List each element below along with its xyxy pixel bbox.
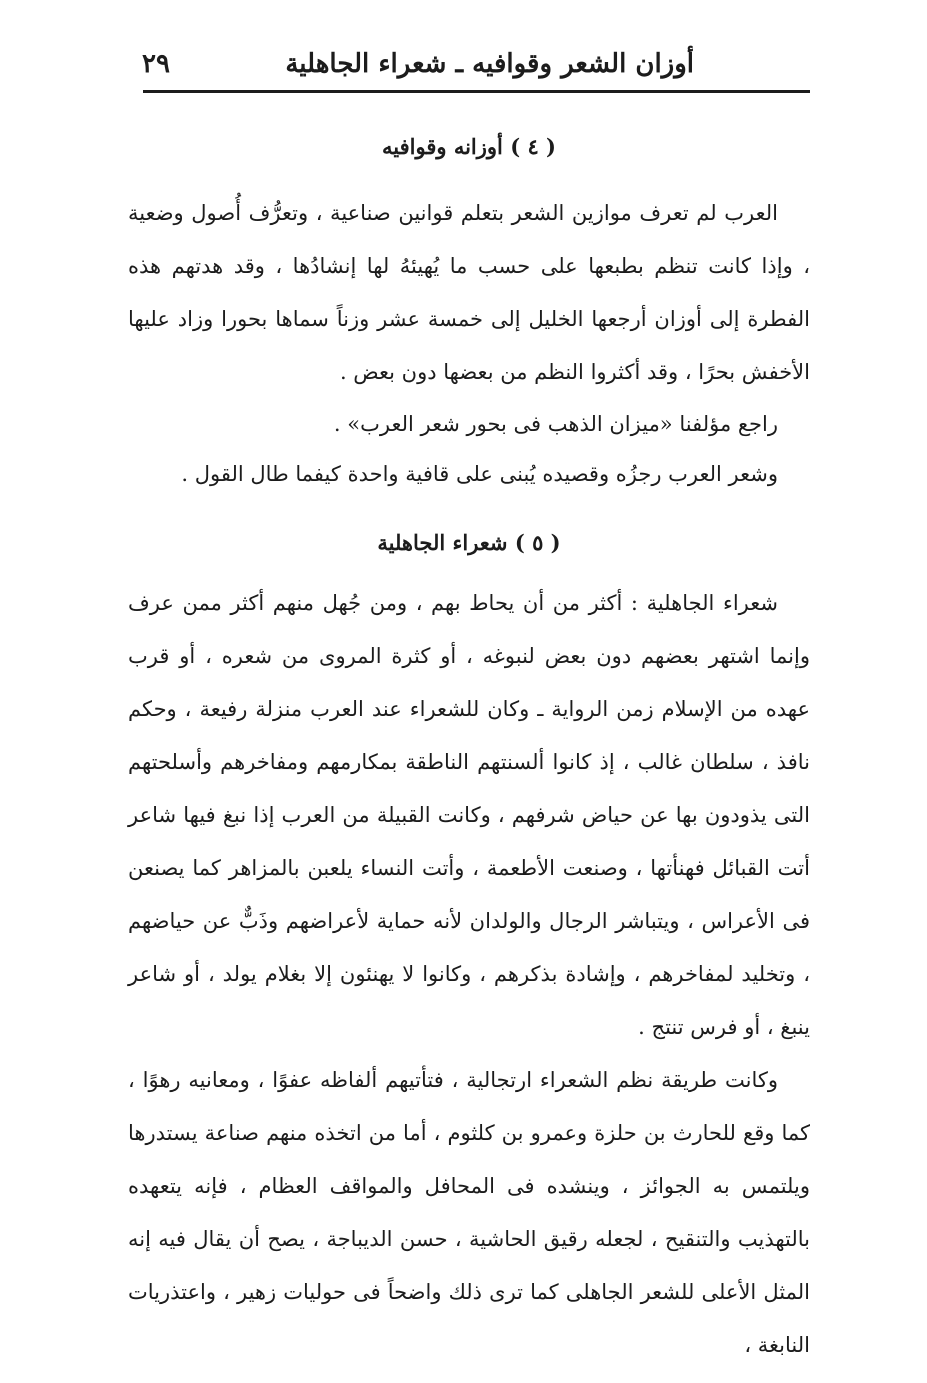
section-heading: ( ٥ ) شعراء الجاهلية [377,530,561,555]
header-rule [143,90,810,93]
section-5 [128,528,810,558]
section-heading: ( ٤ ) أوزانه وقوافيه [382,134,556,159]
paragraph: شعراء الجاهلية : أكثر من أن يحاط بهم ، ومن جُهل منهم أكثر ممن عرف وإنما اشتهر بعضهم دون بعض لنبوغه ، أو كثرة المروى من شعره ، أو قرب عهده من الإسلام زمن الرواية ـ وكان للشعراء عند العرب منزلة رفيعة ، وحكم نافذ ، سلطان غالب ، إذ كانوا ألسنتهم الناطقة بمكارمهم ومفاخرهم وأسلحتهم التى يذودون بها عن حياض شرفهم ، وكانت القبيلة من العرب إذا نبغ فيها شاعر أتت القبائل فهنأتها ، وصنعت الأطعمة ، وأتت النساء يلعبن بالمزاهر كما يصنعن فى الأعراس ، ويتباشر الرجال والولدان لأنه حماية لأعراضهم وذَبٌّ عن حياضهم ، وتخليد لمفاخرهم ، وإشادة بذكرهم ، وكانوا لا يهنئون إلا بغلام يولد ، أو شاعر ينبغ ، أو فرس تنتج . [128,591,810,1039]
running-title: أوزان الشعر وقوافيه ـ شعراء الجاهلية [285,49,694,79]
paragraph: راجع مؤلفنا «ميزان الذهب فى بحور شعر العرب» . [333,412,778,436]
paragraph: العرب لم تعرف موازين الشعر بتعلم قوانين صناعية ، وتعرُّف أُصول وضعية ، وإذا كانت تنظم بطبعها على حسب ما يُهيئهُ لها إنشادُها ، وقد هدتهم هذه الفطرة إلى أوزان أرجعها الخليل إلى خمسة عشر وزناً سماها بحورا وزاد عليها الأخفش بحرًا ، وقد أكثروا النظم من بعضها دون بعض . [128,201,810,384]
page-number: ٢٩ [142,49,170,79]
paragraph: وكانت طريقة نظم الشعراء ارتجالية ، فتأتيهم ألفاظه عفوًا ، ومعانيه رهوًا ، كما وقع للحارث بن حلزة وعمرو بن كلثوم ، أما من اتخذه منهم صناعة يستدرها ويلتمس به الجوائز ، وينشده فى المحافل والمواقف العظام ، فإنه يتعهده بالتهذيب والتنقيح ، لجعله رقيق الحاشية ، حسن الديباجة ، يصح أن يقال فيه إنه المثل الأعلى للشعر الجاهلى كما ترى ذلك واضحاً فى حوليات زهير ، واعتذريات النابغة ، [128,1068,810,1357]
section-4-body [128,187,810,499]
paragraph: وشعر العرب رجزُه وقصيده يُبنى على قافية واحدة كيفما طال القول . [181,462,778,486]
section-5-body [128,577,810,1372]
section-4 [128,132,810,162]
page-header [140,40,810,88]
